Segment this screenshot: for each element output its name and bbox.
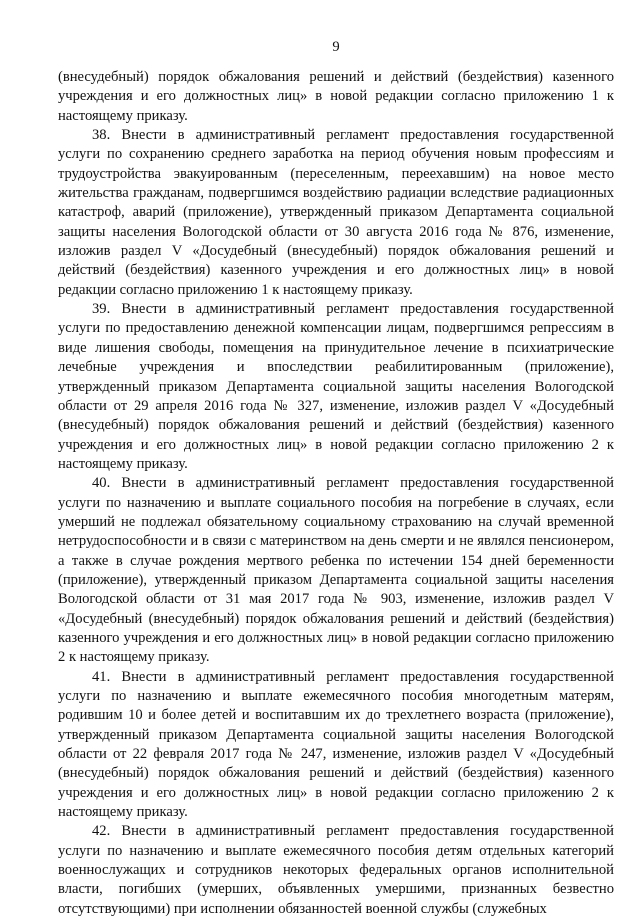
paragraph-40: 40. Внести в административный регламент предоставления государственной услуги по назначению и выплате социального пособия на погребение в случаях, если умерший не подлежал обязательному социальному страхованию на случай временной нетрудоспособности и в связи с материнством на день смерти и не являлся пенсионером, а также в случае рождения мертвого ребенка по истечении 154 дней беременности (приложение), утвержденный приказом Департамента социальной защиты населения Вологодской области от 31 мая 2017 года № 903, изменение, изложив раздел V «Досудебный (внесудебный) порядок обжалования решений и действий (бездействия) казенного учреждения и его должностных лиц» в новой редакции согласно приложению 2 к настоящему приказу. bbox=[58, 475, 614, 666]
page-number: 9 bbox=[332, 39, 340, 55]
document-page bbox=[58, 38, 614, 919]
paragraph-39: 39. Внести в административный регламент предоставления государственной услуги по предоставлению денежной компенсации лицам, подвергшимся репрессиям в виде лишения свободы, помещения на принудительное лечение в психиатрические лечебные учреждения и впоследствии реабилитированным (приложение), утвержденный приказом Департамента социальной защиты населения Вологодской области от 29 апреля 2016 года № 327, изменение, изложив раздел V «Досудебный (внесудебный) порядок обжалования решений и действий (бездействия) казенного учреждения и его должностных лиц» в новой редакции согласно приложению 2 к настоящему приказу. bbox=[58, 301, 614, 472]
paragraph-42: 42. Внести в административный регламент предоставления государственной услуги по назначению и выплате ежемесячного пособия детям отдельных категорий военнослужащих и сотрудников некоторых федеральных органов исполнительной власти, погибших (умерших, объявленных умершими, признанных безвестно отсутствующими) при исполнении обязанностей военной службы (служебных bbox=[58, 823, 614, 917]
paragraph-41: 41. Внести в административный регламент предоставления государственной услуги по назначению и выплате ежемесячного пособия многодетным матерям, родившим 10 и более детей и воспитавшим их до трехлетнего возраста (приложение), утвержденный приказом Департамента социальной защиты населения Вологодской области от 22 февраля 2017 года № 247, изменение, изложив раздел V «Досудебный (внесудебный) порядок обжалования решений и действий (бездействия) казенного учреждения и его должностных лиц» в новой редакции согласно приложению 2 к настоящему приказу. bbox=[58, 668, 614, 821]
paragraph-38: 38. Внести в административный регламент предоставления государственной услуги по сохранению среднего заработка на период обучения новым профессиям и трудоустройства эвакуированным (переселенным, переехавшим) на новое место жительства гражданам, подвергшимся воздействию радиации вследствие радиационных катастроф, аварий (приложение), утвержденный приказом Департамента социальной защиты населения Вологодской области от 30 августа 2016 года № 876, изменение, изложив раздел V «Досудебный (внесудебный) порядок обжалования решений и действий (бездействия) казенного учреждения и его должностных лиц» в новой редакции согласно приложению 1 к настоящему приказу. bbox=[58, 127, 614, 298]
paragraph-continuation: (внесудебный) порядок обжалования решений и действий (бездействия) казенного учреждения и его должностных лиц» в новой редакции согласно приложению 1 к настоящему приказу. bbox=[58, 69, 614, 124]
